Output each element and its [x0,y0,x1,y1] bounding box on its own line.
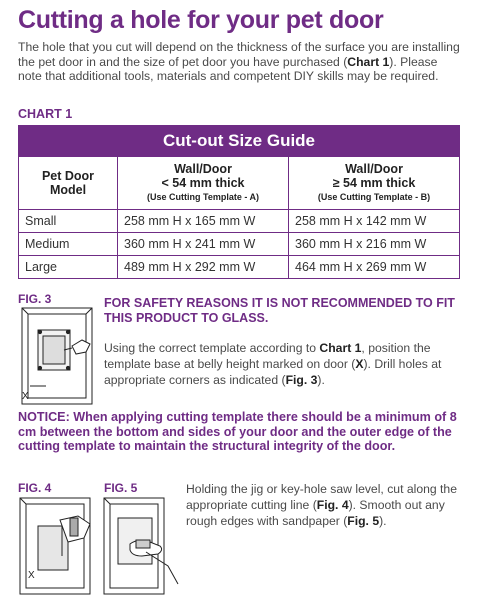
chart-label: CHART 1 [18,107,73,121]
fig3-text-part: ). Drill holes at appropriate corners as indicated ( [104,357,442,387]
header-model-line1: Pet Door [41,169,95,183]
fig3-instructions [104,340,466,388]
cell-thick: 360 mm H x 216 mm W [289,233,460,256]
safety-warning: FOR SAFETY REASONS IT IS NOT RECOMMENDED TO FIT THIS PRODUCT TO GLASS. [104,296,455,325]
page-title: Cutting a hole for your pet door [18,6,384,34]
intro-paragraph [18,40,460,84]
cell-thin: 489 mm H x 292 mm W [118,256,289,279]
figure-reference: Fig. 3 [285,373,318,387]
fig5-illustration [100,496,182,596]
fig3-text-part: Using the correct template according to [104,341,320,355]
cell-model: Large [19,256,118,279]
intro-text-end: ). Please note that additional tools, materials and competent DIY skills may be required. [18,54,439,83]
table-caption: Cut-out Size Guide [19,126,460,157]
fig4-label: FIG. 4 [18,481,52,495]
chart-reference: Chart 1 [319,341,362,355]
header-thin-line2: < 54 mm thick [161,176,245,190]
header-thick-note: (Use Cutting Template - B) [317,192,431,202]
table-row [19,210,460,233]
fig45-text-part: ). [379,514,387,528]
cell-thin: 258 mm H x 165 mm W [118,210,289,233]
header-thick-line1: Wall/Door [345,162,403,176]
fig45-instructions [186,481,468,529]
header-thin [118,157,289,210]
fig3-text-part: , position the template base at belly height marked on door ( [104,341,431,371]
fig3-marker: X [22,391,29,402]
cell-thin: 360 mm H x 241 mm W [118,233,289,256]
fig3-label: FIG. 3 [18,292,52,306]
header-model-line2: Model [49,183,87,197]
cell-thick: 258 mm H x 142 mm W [289,210,460,233]
fig4-illustration [14,496,98,596]
cell-thick: 464 mm H x 269 mm W [289,256,460,279]
fig45-text-part: Holding the jig or key-hole saw level, cut along the appropriate cutting line ( [186,482,457,512]
figure-reference: Fig. 4 [316,498,349,512]
cut-out-size-table [18,125,460,279]
marker-reference: X [355,357,364,371]
fig3-text-part: ). [317,373,325,387]
cell-model: Small [19,210,118,233]
fig4-marker: X [28,570,35,581]
notice-text: NOTICE: When applying cutting template there should be a minimum of 8 cm between the bottom and sides of your door and the outer edge of the cutting template to maintain the structural integrity of the door. [18,410,457,453]
header-thick [289,157,460,210]
header-thin-line1: Wall/Door [174,162,232,176]
intro-text: The hole that you cut will depend on the thickness of the surface you are installing the pet door in and the size of pet door you have purchased ( [18,40,460,69]
table-row [19,233,460,256]
header-thick-line2: ≥ 54 mm thick [332,176,416,190]
fig5-label: FIG. 5 [104,481,138,495]
chart-reference: Chart 1 [347,54,390,69]
fig45-text-part: ). Smooth out any rough edges with sandpaper ( [186,498,445,528]
figure-reference: Fig. 5 [347,514,380,528]
header-thin-note: (Use Cutting Template - A) [147,192,259,202]
header-model [19,157,118,210]
table-row [19,256,460,279]
cell-model: Medium [19,233,118,256]
